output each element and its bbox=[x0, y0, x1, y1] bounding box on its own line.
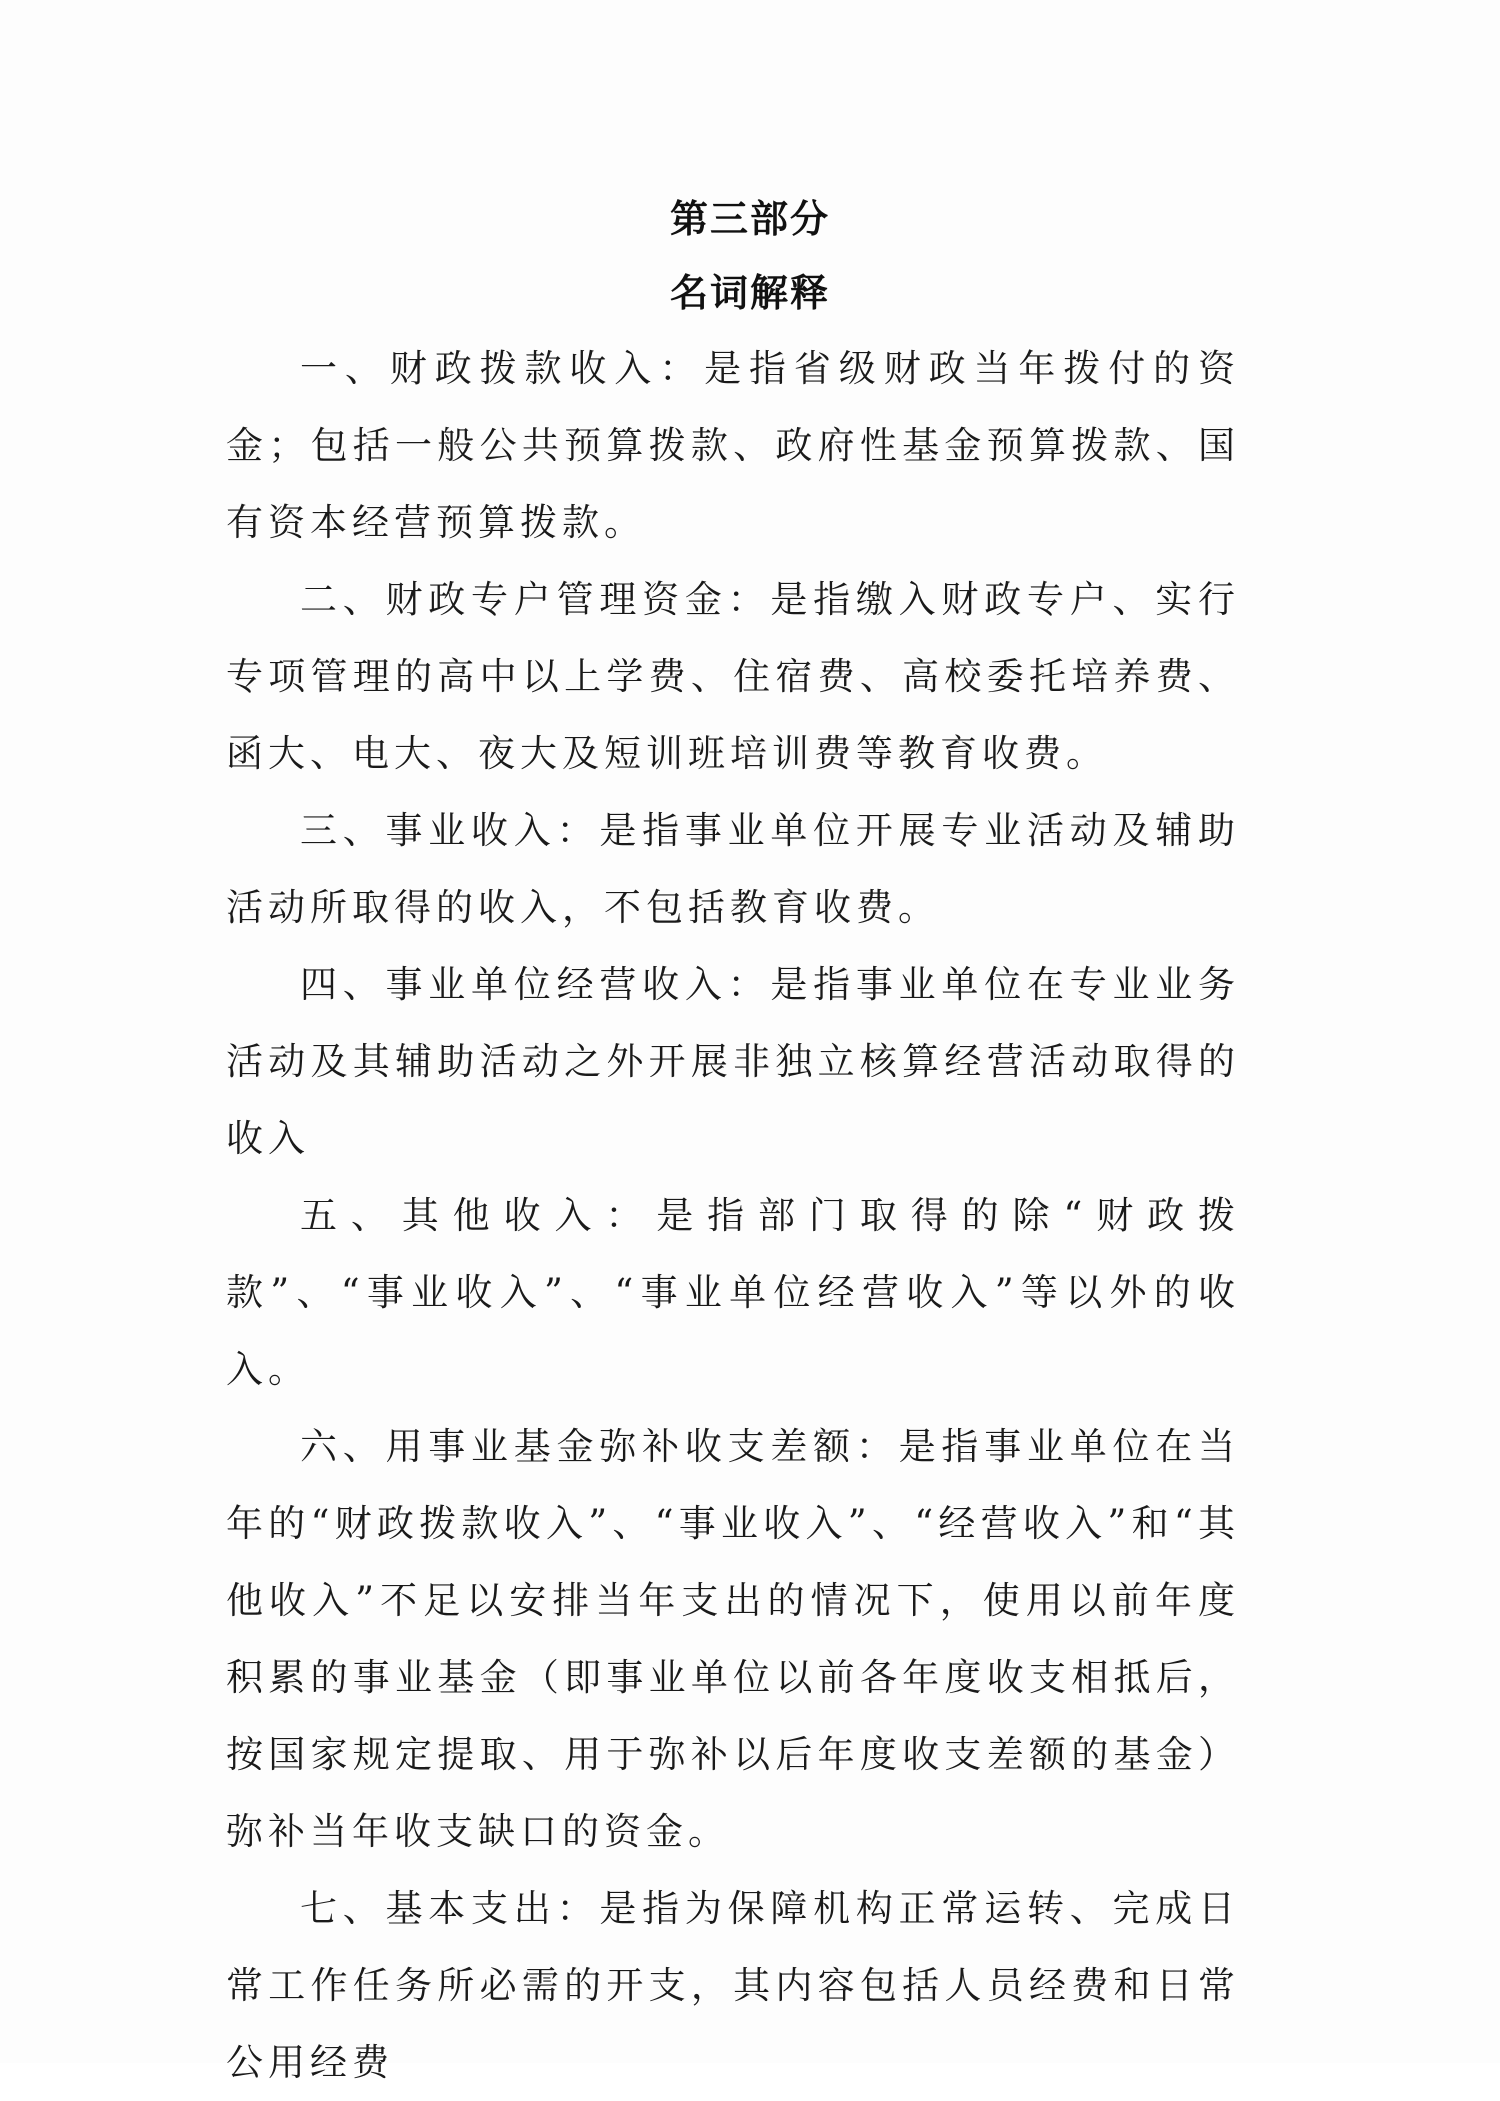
part-heading: 第三部分 bbox=[669, 197, 830, 241]
paragraph-5: 五、其他收入：是指部门取得的除“财政拨款”、“事业收入”、“事业单位经营收入”等以外的收入。 bbox=[226, 1194, 1240, 1391]
page-title: 名词解释 bbox=[669, 271, 830, 315]
paragraph-4: 四、事业单位经营收入：是指事业单位在专业业务活动及其辅助活动之外开展非独立核算经营活动取得的收入 bbox=[226, 963, 1240, 1160]
paragraph-2: 二、财政专户管理资金：是指缴入财政专户、实行专项管理的高中以上学费、住宿费、高校委托培养费、函大、电大、夜大及短训班培训费等教育收费。 bbox=[226, 578, 1240, 775]
paragraph-1: 一、财政拨款收入：是指省级财政当年拨付的资金；包括一般公共预算拨款、政府性基金预算拨款、国有资本经营预算拨款。 bbox=[226, 347, 1240, 544]
paragraph-3: 三、事业收入：是指事业单位开展专业活动及辅助活动所取得的收入，不包括教育收费。 bbox=[226, 809, 1240, 929]
paragraph-7: 七、基本支出：是指为保障机构正常运转、完成日常工作任务所必需的开支，其内容包括人员经费和日常公用经费 bbox=[226, 1887, 1240, 2084]
document-body bbox=[226, 330, 1240, 2101]
paragraph-6: 六、用事业基金弥补收支差额：是指事业单位在当年的“财政拨款收入”、“事业收入”、“经营收入”和“其他收入”不足以安排当年支出的情况下，使用以前年度积累的事业基金（即事业单位以前各年度收支相抵后，按国家规定提取、用于弥补以后年度收支差额的基金）弥补当年收支缺口的资金。 bbox=[226, 1425, 1240, 1853]
